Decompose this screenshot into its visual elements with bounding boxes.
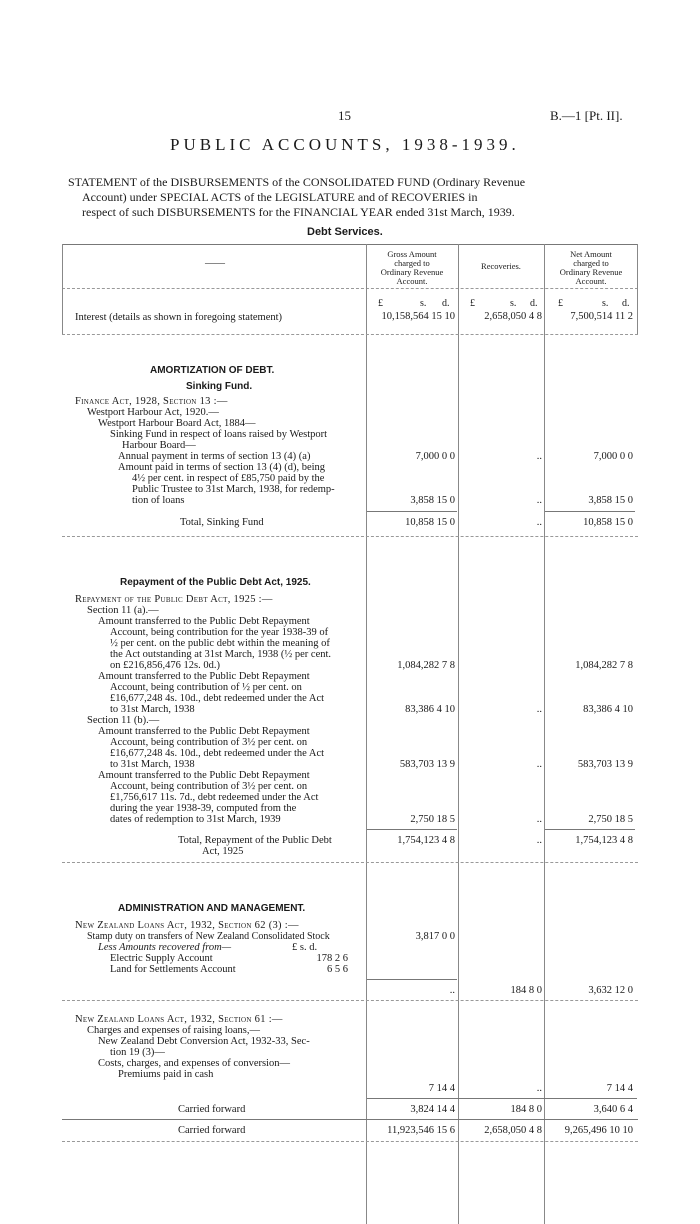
rep-c4-gross: 583,703 13 9 [399, 759, 455, 770]
carried-forward-1-label: Carried forward [178, 1104, 246, 1115]
unit-pound-rec: £ [470, 298, 475, 309]
column-divider-net [544, 244, 545, 1224]
rep-c4: to 31st March, 1938 [110, 759, 195, 770]
table-left-edge [62, 244, 63, 334]
interest-recoveries: 2,658,050 4 8 [484, 311, 542, 322]
column-header-recoveries: Recoveries. [481, 261, 521, 271]
amort-subtotal-rule-net [545, 511, 635, 512]
rep-a3: ½ per cent. on the public debt within the meaning of [110, 638, 330, 649]
rep-c1: Amount transferred to the Public Debt Repayment [98, 726, 310, 737]
amort-line-2: Westport Harbour Board Act, 1884— [98, 418, 256, 429]
rep-b4-net: 83,386 4 10 [583, 704, 633, 715]
header-bottom-rule [62, 288, 638, 289]
amort-line-4: Harbour Board— [122, 440, 196, 451]
amort-l5-gross: 7,000 0 0 [415, 451, 455, 462]
unit-shilling-rec: s. [510, 298, 517, 309]
rep-a2: Account, being contribution for the year 1938-39 of [110, 627, 329, 638]
column-header-blank: —— [205, 258, 225, 269]
rep-subtotal-rule-net [545, 829, 635, 830]
admin-e5: Premiums paid in cash [118, 1069, 214, 1080]
unit-shilling-net: s. [602, 298, 609, 309]
rep-b4-gross: 83,386 4 10 [405, 704, 455, 715]
rep-b2: Account, being contribution of ½ per cent. on [110, 682, 302, 693]
rep-b4: to 31st March, 1938 [110, 704, 195, 715]
admin-e4: Costs, charges, and expenses of conversion— [98, 1058, 290, 1069]
electric-supply-amount: 178 2 6 [316, 953, 348, 964]
amort-line-1: Westport Harbour Act, 1920.— [87, 407, 219, 418]
amort-line-7: 4½ per cent. in respect of £85,750 paid by the [132, 473, 325, 484]
amort-line-8: Public Trustee to 31st March, 1938, for redemp- [132, 484, 335, 495]
statement-line-2: Account) under SPECIAL ACTS of the LEGISLATURE and of RECOVERIES in [82, 190, 478, 204]
admin-sub-rule [367, 979, 457, 980]
rep-c3: £16,677,248 4s. 10d., debt redeemed under the Act [110, 748, 325, 759]
page-number: 15 [338, 108, 351, 123]
rep-c4-net: 583,703 13 9 [577, 759, 633, 770]
statement-line-1: STATEMENT of the DISBURSEMENTS of the CONSOLIDATED FUND (Ordinary Revenue [68, 175, 526, 189]
admin-e5-net: 7 14 4 [606, 1083, 633, 1094]
admin-e3: tion 19 (3)— [110, 1047, 165, 1058]
amort-line-5: Annual payment in terms of section 13 (4) (a) [118, 451, 311, 462]
carried-forward-1-rule [367, 1098, 637, 1099]
rep-total-net: 1,754,123 4 8 [575, 835, 633, 846]
rep-c2: Account, being contribution of 3½ per cent. on [110, 737, 308, 748]
column-header-gross: Gross Amount charged to Ordinary Revenue Account. [380, 249, 444, 286]
amort-l5-net: 7,000 0 0 [593, 451, 633, 462]
rep-d2: Account, being contribution of 3½ per cent. on [110, 781, 308, 792]
rep-d4: during the year 1938-39, computed from the [110, 803, 297, 814]
repayment-rule [62, 862, 638, 863]
stamp-duty-gross: 3,817 0 0 [415, 931, 455, 942]
rep-d5-rec: .. [536, 814, 542, 825]
document-title: PUBLIC ACCOUNTS, 1938-1939. [170, 135, 520, 154]
land-settlement-amount: 6 5 6 [327, 964, 348, 975]
unit-pence-gross: d. [442, 298, 450, 309]
stamp-duty-line: Stamp duty on transfers of New Zealand Consolidated Stock [87, 931, 330, 942]
sinking-fund-title: Sinking Fund. [186, 381, 253, 392]
amort-subtotal-rule-gross [367, 511, 457, 512]
rep-b1: Amount transferred to the Public Debt Repayment [98, 671, 310, 682]
admin-mid-rule [62, 1000, 638, 1001]
admin-e5-gross: 7 14 4 [428, 1083, 455, 1094]
carried-forward-2-gross: 11,923,546 15 6 [387, 1125, 455, 1136]
section-title: Debt Services. [307, 226, 383, 238]
section-11a: Section 11 (a).— [87, 605, 159, 616]
amort-l9-gross: 3,858 15 0 [410, 495, 455, 506]
sinking-total-rec: .. [536, 517, 542, 528]
rep-total-label-2: Act, 1925 [202, 846, 244, 857]
unit-shilling-gross: s. [420, 298, 427, 309]
land-settlement-label: Land for Settlements Account [110, 964, 236, 975]
amort-rule [62, 536, 638, 537]
rep-subtotal-rule-gross [367, 829, 457, 830]
carried-forward-1-net: 3,640 6 4 [593, 1104, 633, 1115]
amortization-title: AMORTIZATION OF DEBT. [150, 365, 275, 376]
rep-d5: dates of redemption to 31st March, 1939 [110, 814, 281, 825]
rep-d1: Amount transferred to the Public Debt Repayment [98, 770, 310, 781]
amort-line-6: Amount paid in terms of section 13 (4) (d), being [118, 462, 326, 473]
repayment-title: Repayment of the Public Debt Act, 1925. [120, 577, 311, 588]
less-recovered-line: Less Amounts recovered from— [98, 942, 232, 953]
rep-a5-net: 1,084,282 7 8 [575, 660, 633, 671]
table-right-edge [637, 244, 638, 334]
unit-pence-net: d. [622, 298, 630, 309]
admin-e2: New Zealand Debt Conversion Act, 1932-33, Sec- [98, 1036, 310, 1047]
column-divider-recoveries [458, 244, 459, 1224]
table-bottom-rule [62, 1141, 638, 1142]
table-top-rule [62, 244, 638, 245]
statement-line-3: respect of such DISBURSEMENTS for the FINANCIAL YEAR ended 31st March, 1939. [82, 205, 515, 219]
carried-forward-2-rule [62, 1119, 638, 1120]
rep-total-gross: 1,754,123 4 8 [397, 835, 455, 846]
admin-units: £ s. d. [292, 942, 318, 953]
sinking-total-gross: 10,858 15 0 [405, 517, 455, 528]
sinking-total-label: Total, Sinking Fund [180, 517, 264, 528]
rep-a4: the Act outstanding at 31st March, 1938 (½ per cent. [110, 649, 332, 660]
unit-pound-gross: £ [378, 298, 383, 309]
amort-l5-rec: .. [536, 451, 542, 462]
rep-total-rec: .. [536, 835, 542, 846]
unit-pound-net: £ [558, 298, 563, 309]
rep-b4-rec: .. [536, 704, 542, 715]
rep-d5-gross: 2,750 18 5 [410, 814, 455, 825]
amort-l9-net: 3,858 15 0 [588, 495, 633, 506]
repayment-act-heading: Repayment of the Public Debt Act, 1925 :— [75, 594, 273, 605]
admin-sub-rec: 184 8 0 [510, 985, 542, 996]
amort-line-3: Sinking Fund in respect of loans raised by Westport [110, 429, 328, 440]
sinking-total-net: 10,858 15 0 [583, 517, 633, 528]
admin-title: ADMINISTRATION AND MANAGEMENT. [118, 903, 306, 914]
interest-net: 7,500,514 11 2 [570, 311, 633, 322]
carried-forward-1-gross: 3,824 14 4 [410, 1104, 455, 1115]
carried-forward-2-rec: 2,658,050 4 8 [484, 1125, 542, 1136]
admin-act-1: New Zealand Loans Act, 1932, Section 62 (3) :— [75, 920, 299, 931]
interest-gross: 10,158,564 15 10 [381, 311, 455, 322]
admin-sub-net: 3,632 12 0 [588, 985, 633, 996]
electric-supply-label: Electric Supply Account [110, 953, 213, 964]
finance-act-heading: Finance Act, 1928, Section 13 :— [75, 396, 228, 407]
admin-act-2: New Zealand Loans Act, 1932, Section 61 :— [75, 1014, 283, 1025]
rep-a5-gross: 1,084,282 7 8 [397, 660, 455, 671]
rep-d3: £1,756,617 11s. 7d., debt redeemed under the Act [110, 792, 319, 803]
rep-c4-rec: .. [536, 759, 542, 770]
rep-b3: £16,677,248 4s. 10d., debt redeemed under the Act [110, 693, 325, 704]
column-divider-gross [366, 244, 367, 1224]
section-11b: Section 11 (b).— [87, 715, 160, 726]
interest-rule [62, 334, 638, 335]
carried-forward-2-label: Carried forward [178, 1125, 246, 1136]
column-header-net: Net Amount charged to Ordinary Revenue Account. [559, 249, 623, 286]
amort-line-9: tion of loans [132, 495, 185, 506]
admin-e5-rec: .. [536, 1083, 542, 1094]
carried-forward-1-rec: 184 8 0 [510, 1104, 542, 1115]
carried-forward-2-net: 9,265,496 10 10 [564, 1125, 633, 1136]
document-ref: B.—1 [Pt. II]. [550, 108, 623, 123]
rep-a1: Amount transferred to the Public Debt Repayment [98, 616, 310, 627]
rep-total-label-1: Total, Repayment of the Public Debt [178, 835, 332, 846]
rep-d5-net: 2,750 18 5 [588, 814, 633, 825]
admin-e1: Charges and expenses of raising loans,— [87, 1025, 261, 1036]
amort-l9-rec: .. [536, 495, 542, 506]
rep-a5: on £216,856,476 12s. 0d.) [110, 660, 220, 671]
interest-label: Interest (details as shown in foregoing statement) [75, 312, 283, 323]
admin-sub-gross: .. [449, 985, 455, 996]
unit-pence-rec: d. [530, 298, 538, 309]
